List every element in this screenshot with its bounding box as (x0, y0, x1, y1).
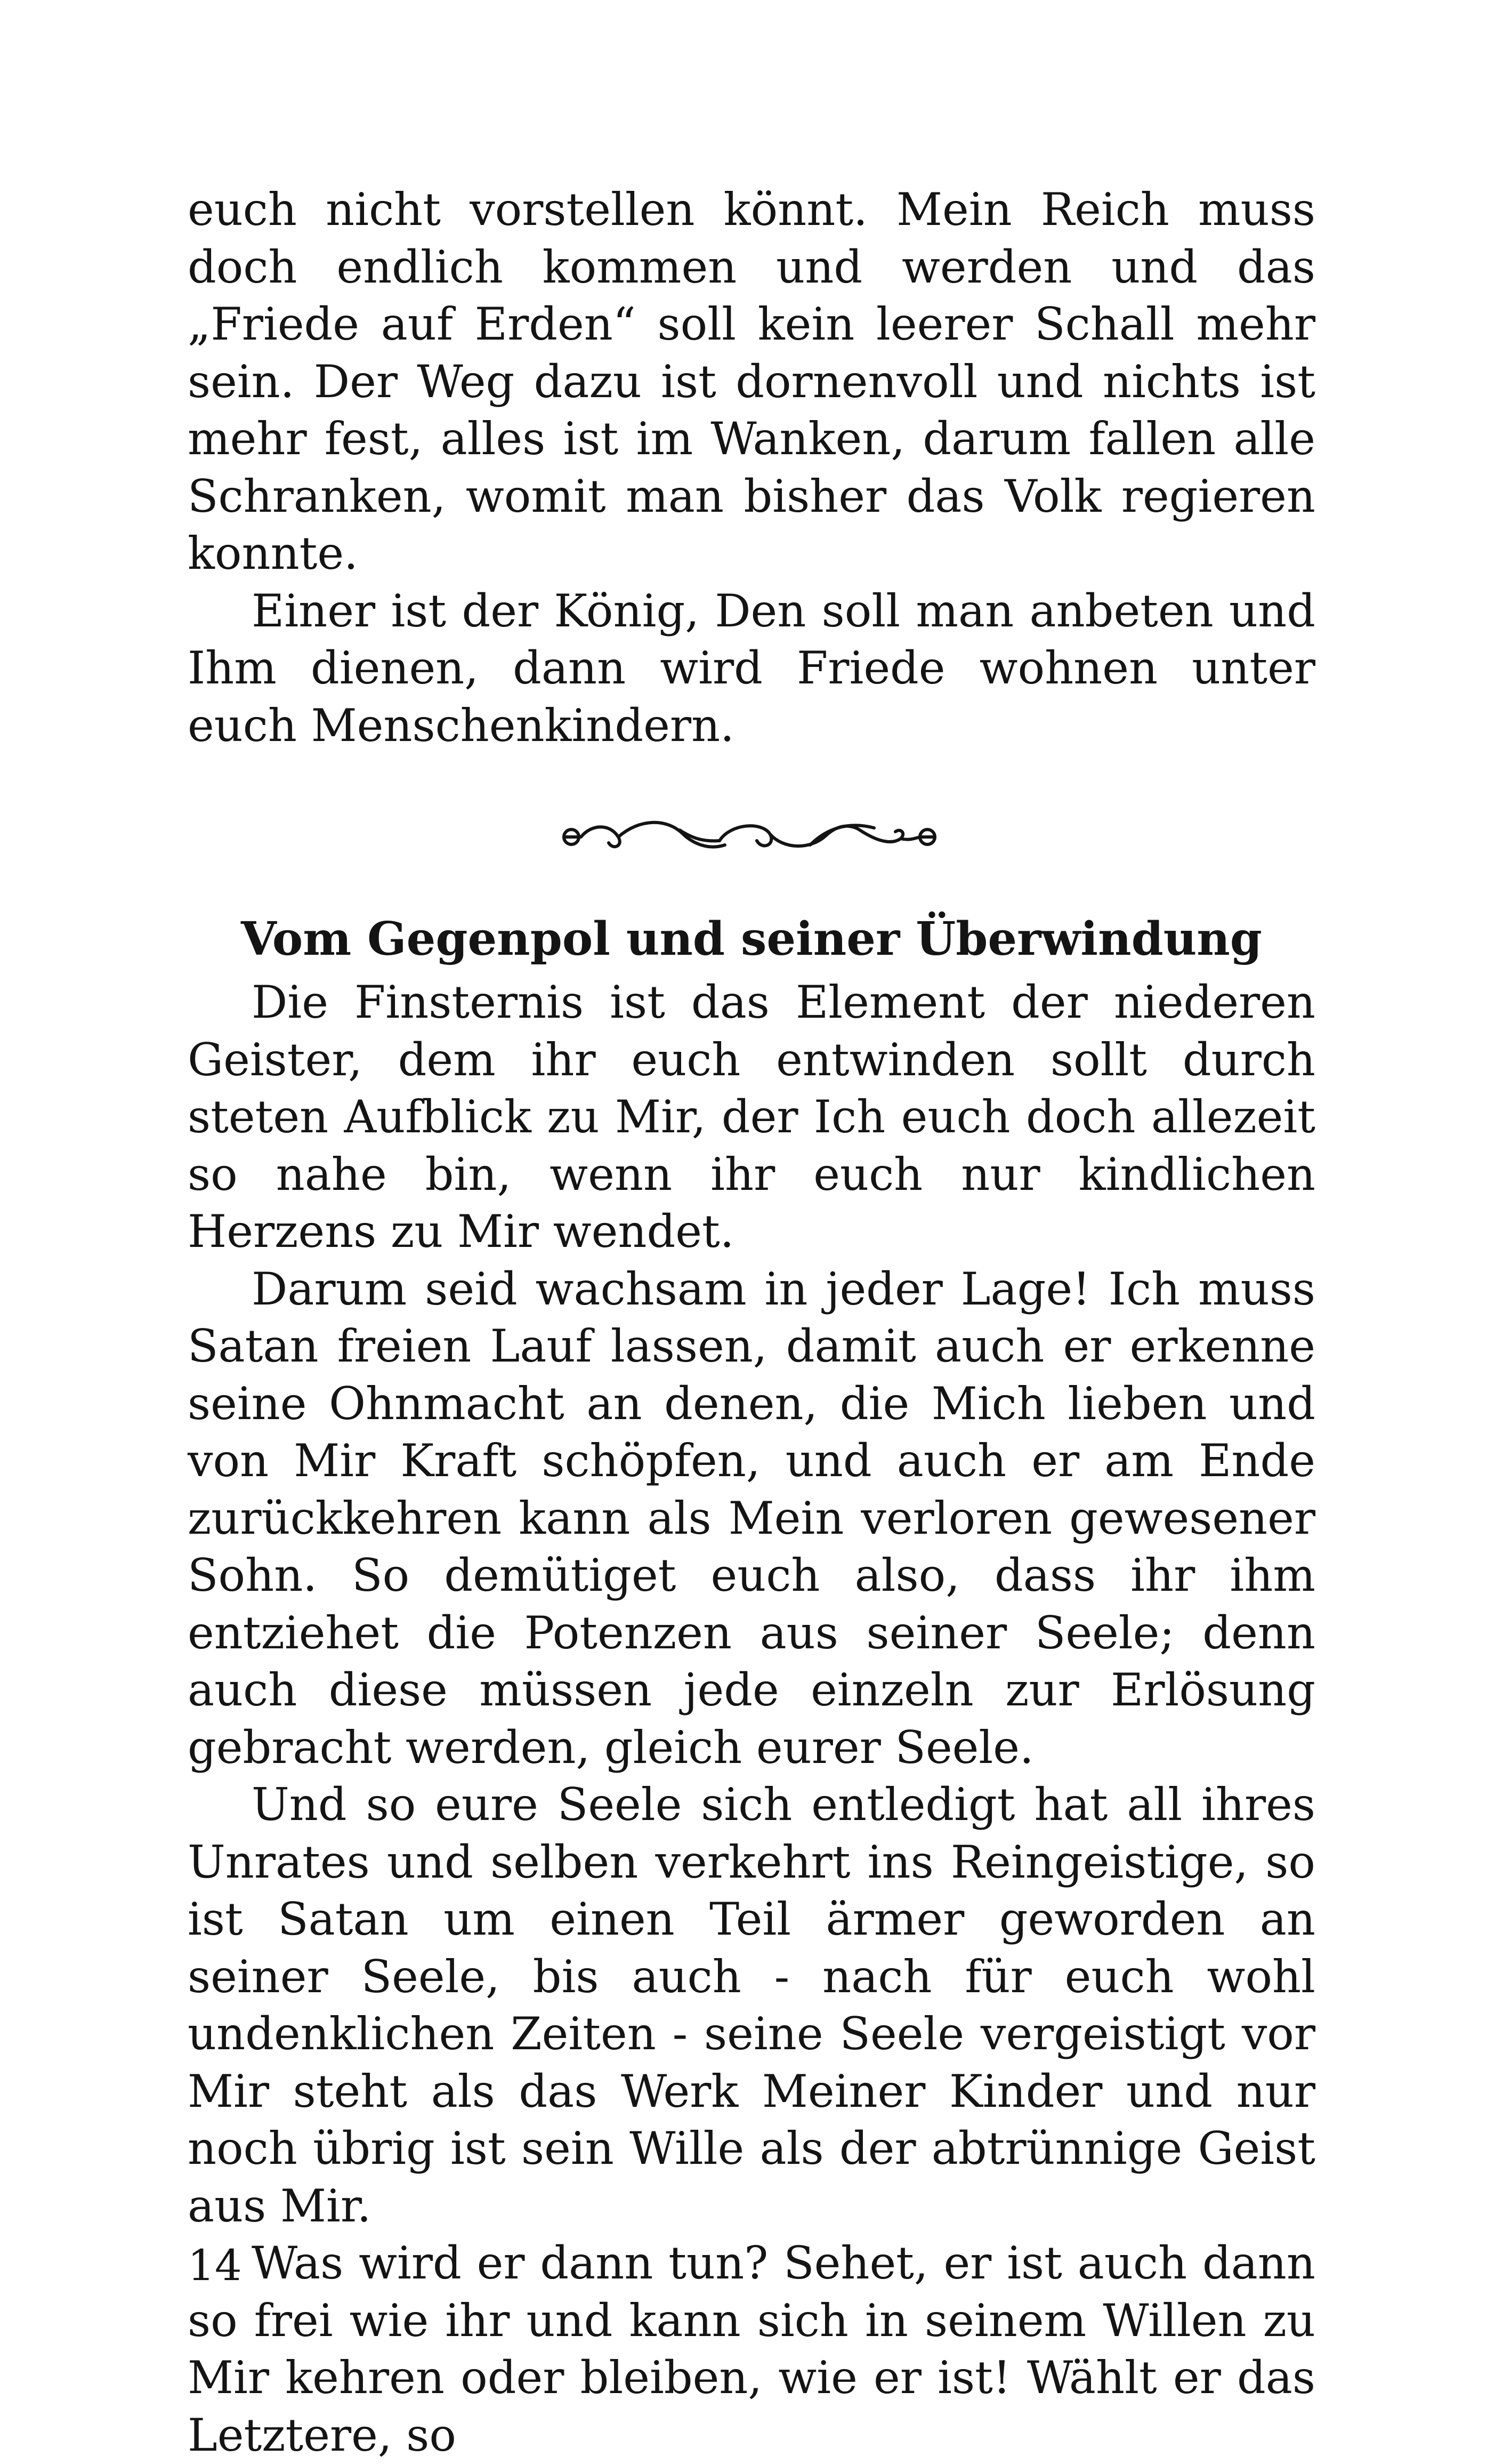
book-page (188, 181, 1315, 2464)
paragraph-3: Die Finsternis ist das Element der niederen Geister, dem ihr euch entwinden sollt durch steten Aufblick zu Mir, der Ich euch doch allezeit so nahe bin, wenn ihr euch nur kindlichen Herzens zu Mir wendet. (188, 976, 1315, 1258)
flourish-ornament-icon (560, 808, 943, 866)
section-heading: Vom Gegenpol und seiner Überwindung (241, 912, 1262, 966)
paragraph-1: euch nicht vorstellen könnt. Mein Reich muss doch endlich kommen und werden und das „Friede auf Erden“ soll kein leerer Schall mehr sein. Der Weg dazu ist dornenvoll und nichts ist mehr fest, alles ist im Wanken, darum fallen alle Schranken, womit man bisher das Volk regieren konnte. (188, 183, 1315, 579)
paragraph-4: Darum seid wachsam in jeder Lage! Ich muss Satan freien Lauf lassen, damit auch er erkenne seine Ohnmacht an denen, die Mich lieben und von Mir Kraft schöpfen, und auch er am Ende zurückkehren kann als Mein verloren gewesener Sohn. So demütiget euch also, dass ihr ihm entziehet die Potenzen aus seiner Seele; denn auch diese müssen jede einzeln zur Erlösung gebracht werden, gleich eurer Seele. (188, 1262, 1315, 1774)
page-number: 14 (188, 2241, 242, 2290)
ornament-divider (188, 808, 1315, 866)
paragraph-6: Was wird er dann tun? Sehet, er ist auch dann so frei wie ihr und kann sich in seinem Willen zu Mir kehren oder bleiben, wie er ist! Wählt er das Letztere, so (188, 2237, 1315, 2461)
paragraph-2: Einer ist der König, Den soll man anbeten und Ihm dienen, dann wird Friede wohnen unter euch Menschenkindern. (188, 584, 1315, 752)
paragraph-5: Und so eure Seele sich entledigt hat all ihres Unrates und selben verkehrt ins Reingeistige, so ist Satan um einen Teil ärmer geworden an seiner Seele, bis auch - nach für euch wohl undenklichen Zeiten - seine Seele vergeistigt vor Mir steht als das Werk Meiner Kinder und nur noch übrig ist sein Wille als der abtrünnige Geist aus Mir. (188, 1778, 1315, 2232)
